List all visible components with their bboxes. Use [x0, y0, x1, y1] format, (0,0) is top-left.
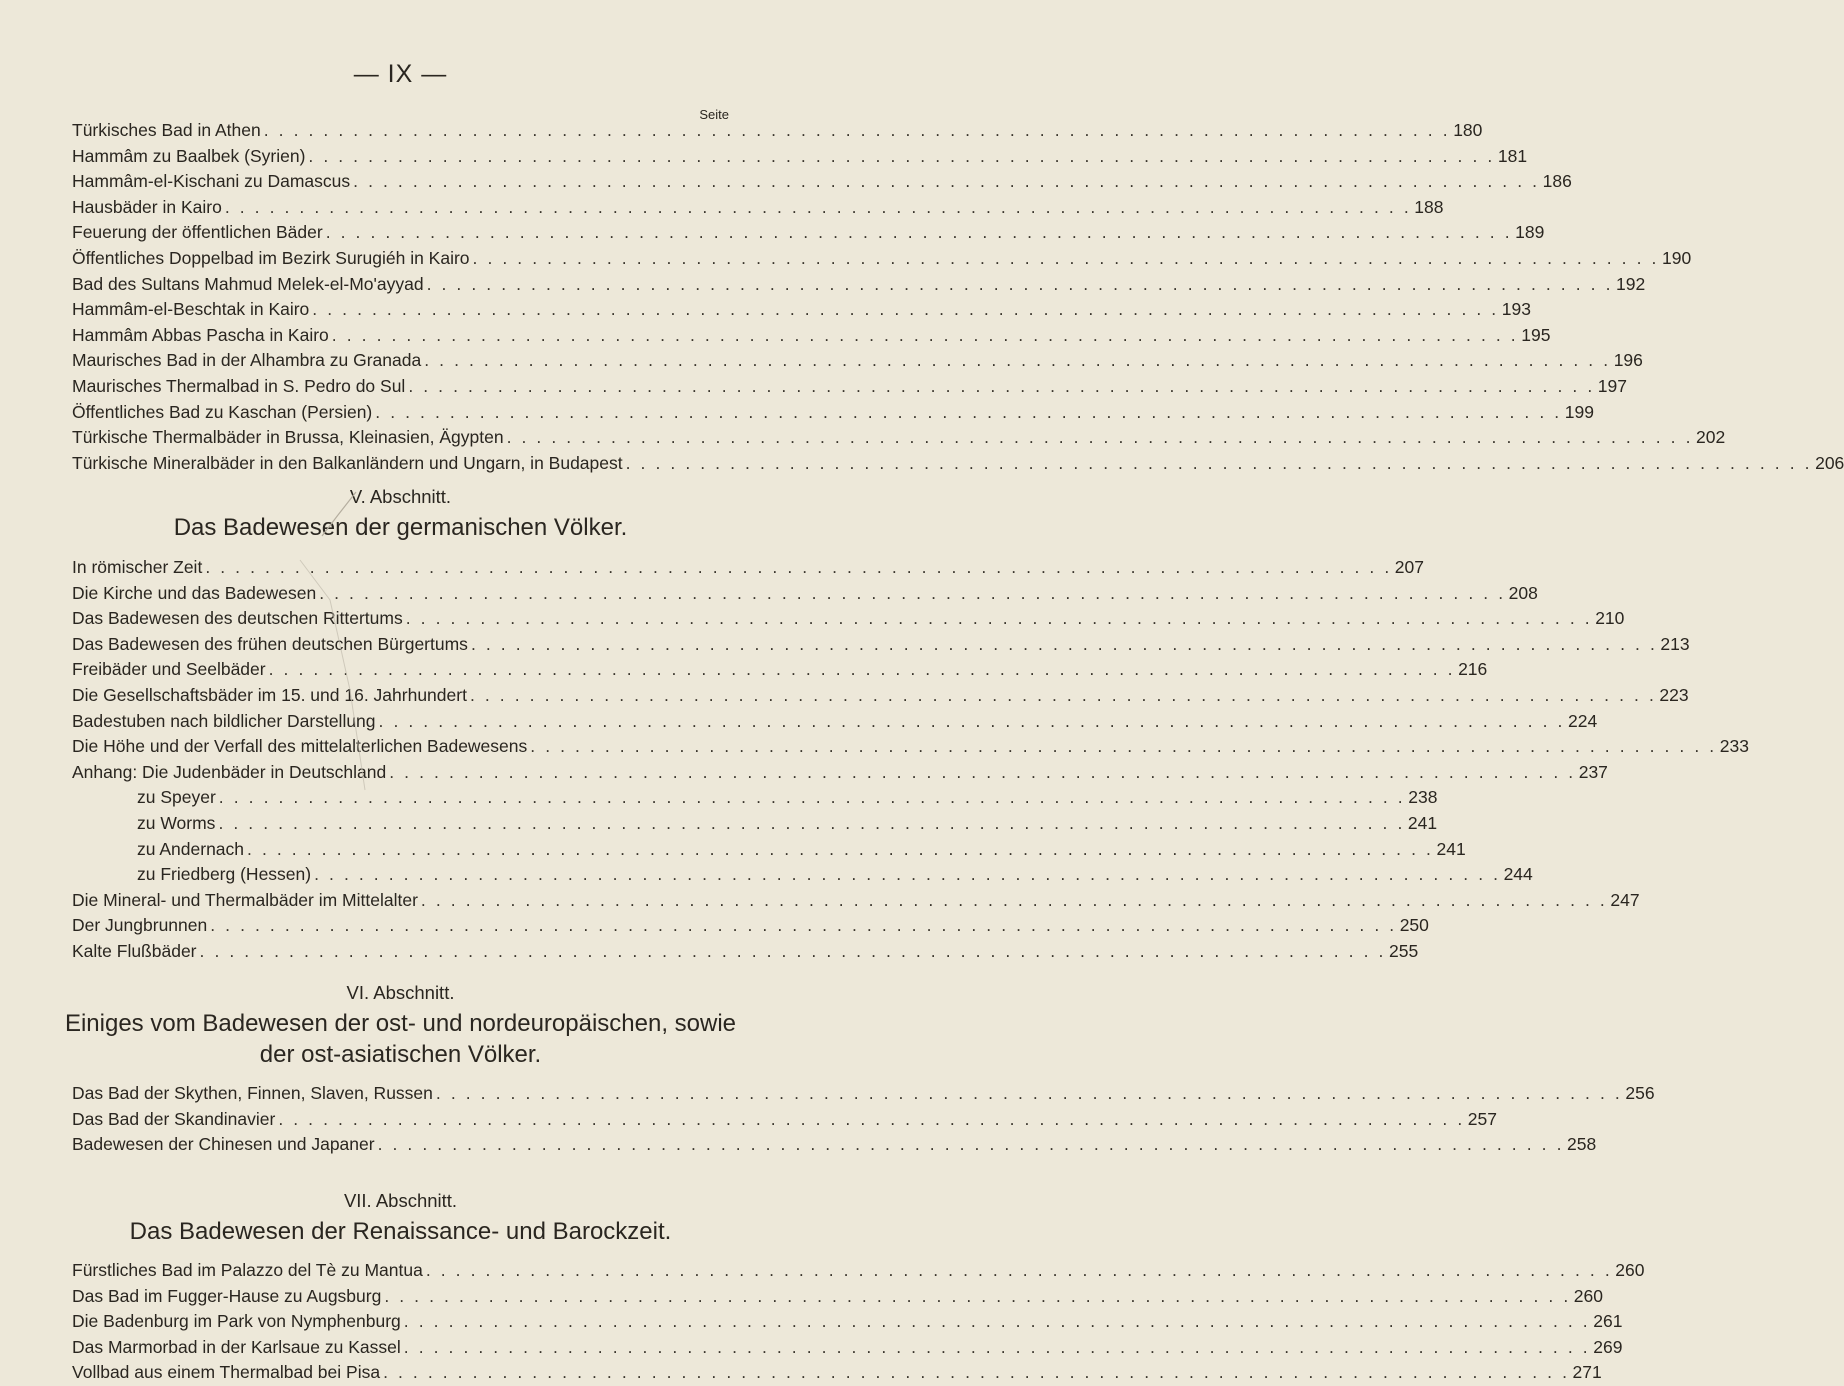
section-title-vi: Einiges vom Badewesen der ost- und nordeuropäischen, sowie der ost-asiatischen Völker. [64, 1010, 737, 1068]
toc-entry-title: zu Friedberg (Hessen) [137, 864, 312, 885]
toc-entry-list [72, 118, 1844, 476]
toc-entry [72, 785, 1438, 811]
toc-entry [72, 709, 1598, 735]
dot-leader: . . . . . . . . . . . . . . . . . . . . . . . . . . . . . . . . . . . . . . . . . . . . . . . . . . . . . . . . . . . . . . . . . . . . . . . . . . . . . . . . [199, 940, 1386, 961]
toc-entry-page: 269 [1593, 1336, 1623, 1357]
dot-leader: . . . . . . . . . . . . . . . . . . . . . . . . . . . . . . . . . . . . . . . . . . . . . . . . . . . . . . . . . . . . . . . . . . . . . . . . . . . . . . . . [530, 736, 1717, 757]
toc-entry-page: 256 [1625, 1083, 1655, 1103]
toc-entry-title: In römischer Zeit [72, 557, 203, 577]
dot-leader: . . . . . . . . . . . . . . . . . . . . . . . . . . . . . . . . . . . . . . . . . . . . . . . . . . . . . . . . . . . . . . . . . . . . . . . . . . . . . . . . [312, 299, 1499, 320]
toc-entry [72, 1335, 1623, 1361]
toc-entry-title: Türkisches Bad in Athen [72, 120, 261, 140]
dot-leader: . . . . . . . . . . . . . . . . . . . . . . . . . . . . . . . . . . . . . . . . . . . . . . . . . . . . . . . . . . . . . . . . . . . . . . . . . . . . . . . . [435, 1083, 1623, 1103]
toc-entry-title: Die Mineral- und Thermalbäder im Mittelalter [72, 889, 418, 910]
toc-entry [72, 1360, 1602, 1386]
toc-entry-list [72, 1081, 1655, 1158]
toc-entry [72, 246, 1692, 272]
toc-entry-list [72, 1258, 1645, 1386]
dot-leader: . . . . . . . . . . . . . . . . . . . . . . . . . . . . . . . . . . . . . . . . . . . . . . . . . . . . . . . . . . . . . . . . . . . . . . . . . . . . . . . . [383, 1362, 1570, 1383]
dot-leader: . . . . . . . . . . . . . . . . . . . . . . . . . . . . . . . . . . . . . . . . . . . . . . . . . . . . . . . . . . . . . . . . . . . . . . . . . . . . . . . . [625, 452, 1813, 473]
toc-entry-page: 260 [1573, 1285, 1603, 1306]
toc-entry-page: 224 [1568, 710, 1598, 731]
toc-entry [72, 195, 1444, 221]
dot-leader: . . . . . . . . . . . . . . . . . . . . . . . . . . . . . . . . . . . . . . . . . . . . . . . . . . . . . . . . . . . . . . . . . . . . . . . . . . . . . . . . [263, 120, 1451, 140]
toc-entry-title: Die Badenburg im Park von Nymphenburg [72, 1311, 401, 1332]
dot-leader: . . . . . . . . . . . . . . . . . . . . . . . . . . . . . . . . . . . . . . . . . . . . . . . . . . . . . . . . . . . . . . . . . . . . . . . . . . . . . . . . [247, 838, 1434, 859]
toc-entry-page: 193 [1501, 299, 1531, 320]
toc-entry [72, 400, 1594, 426]
dot-leader: . . . . . . . . . . . . . . . . . . . . . . . . . . . . . . . . . . . . . . . . . . . . . . . . . . . . . . . . . . . . . . . . . . . . . . . . . . . . . . . . [268, 659, 1456, 680]
section-label-vi: VI. Abschnitt. [346, 982, 455, 1003]
toc-entry-title: Anhang: Die Judenbäder in Deutschland [72, 761, 387, 782]
dot-leader: . . . . . . . . . . . . . . . . . . . . . . . . . . . . . . . . . . . . . . . . . . . . . . . . . . . . . . . . . . . . . . . . . . . . . . . . . . . . . . . . [403, 1336, 1591, 1357]
toc-entry-title: Öffentliches Bad zu Kaschan (Persien) [72, 401, 373, 422]
toc-entry-title: Das Badewesen des deutschen Rittertums [72, 608, 403, 629]
toc-entry [72, 760, 1608, 786]
toc-entry [72, 348, 1643, 374]
toc-entry [72, 837, 1466, 863]
toc-group-vii [72, 1258, 1645, 1386]
dot-leader: . . . . . . . . . . . . . . . . . . . . . . . . . . . . . . . . . . . . . . . . . . . . . . . . . . . . . . . . . . . . . . . . . . . . . . . . . . . . . . . . [424, 350, 1611, 371]
toc-entry [72, 118, 1483, 144]
toc-entry-title: Die Gesellschaftsbäder im 15. und 16. Jahrhundert [72, 684, 467, 705]
toc-entry-title: Feuerung der öffentlichen Bäder [72, 222, 323, 243]
toc-entry-title: Türkische Mineralbäder in den Balkanländern und Ungarn, in Budapest [72, 452, 623, 473]
toc-entry-title: Badestuben nach bildlicher Darstellung [72, 710, 376, 731]
toc-entry-title: Badewesen der Chinesen und Japaner [72, 1134, 375, 1155]
dot-leader: . . . . . . . . . . . . . . . . . . . . . . . . . . . . . . . . . . . . . . . . . . . . . . . . . . . . . . . . . . . . . . . . . . . . . . . . . . . . . . . . [375, 401, 1562, 422]
toc-entry-page: 244 [1503, 864, 1533, 885]
toc-entry-title: Türkische Thermalbäder in Brussa, Kleinasien, Ägypten [72, 427, 504, 448]
toc-entry-title: Fürstliches Bad im Palazzo del Tè zu Mantua [72, 1260, 423, 1280]
toc-entry-title: Freibäder und Seelbäder [72, 659, 266, 680]
page-column-label: Seite [699, 107, 729, 122]
toc-entry-title: Das Bad im Fugger-Hause zu Augsburg [72, 1285, 382, 1306]
toc-entry-title: Hammâm-el-Beschtak in Kairo [72, 299, 310, 320]
toc-entry [72, 683, 1689, 709]
dot-leader: . . . . . . . . . . . . . . . . . . . . . . . . . . . . . . . . . . . . . . . . . . . . . . . . . . . . . . . . . . . . . . . . . . . . . . . . . . . . . . . . [426, 273, 1614, 294]
dot-leader: . . . . . . . . . . . . . . . . . . . . . . . . . . . . . . . . . . . . . . . . . . . . . . . . . . . . . . . . . . . . . . . . . . . . . . . . . . . . . . . . [224, 196, 1412, 217]
toc-entry-title: Das Badewesen des frühen deutschen Bürgertums [72, 633, 468, 654]
toc-entry-page: 257 [1467, 1108, 1497, 1129]
toc-entry-title: Hausbäder in Kairo [72, 196, 222, 217]
toc-entry-page: 241 [1436, 838, 1466, 859]
toc-entry [72, 1309, 1623, 1335]
toc-entry [72, 734, 1749, 760]
dot-leader: . . . . . . . . . . . . . . . . . . . . . . . . . . . . . . . . . . . . . . . . . . . . . . . . . . . . . . . . . . . . . . . . . . . . . . . . . . . . . . . . [403, 1311, 1591, 1332]
toc-entry-page: 186 [1542, 171, 1572, 192]
toc-entry-title: zu Worms [137, 812, 216, 833]
toc-entry [72, 1132, 1597, 1158]
toc-entry-page: 216 [1458, 659, 1488, 680]
toc-entry-title: Maurisches Bad in der Alhambra zu Granada [72, 350, 422, 371]
toc-entry-page: 260 [1615, 1260, 1645, 1280]
toc-entry-page: 197 [1597, 375, 1627, 396]
dot-leader: . . . . . . . . . . . . . . . . . . . . . . . . . . . . . . . . . . . . . . . . . . . . . . . . . . . . . . . . . . . . . . . . . . . . . . . . . . . . . . . . [319, 582, 1506, 603]
toc-entry [72, 1258, 1645, 1284]
toc-entry [72, 581, 1538, 607]
dot-leader: . . . . . . . . . . . . . . . . . . . . . . . . . . . . . . . . . . . . . . . . . . . . . . . . . . . . . . . . . . . . . . . . . . . . . . . . . . . . . . . . [205, 557, 1392, 577]
toc-entry [72, 144, 1528, 170]
dot-leader: . . . . . . . . . . . . . . . . . . . . . . . . . . . . . . . . . . . . . . . . . . . . . . . . . . . . . . . . . . . . . . . . . . . . . . . . . . . . . . . . [210, 915, 1397, 936]
toc-entry-title: Das Marmorbad in der Karlsaue zu Kassel [72, 1336, 401, 1357]
toc-entry [72, 1284, 1603, 1310]
toc-entry-title: Öffentliches Doppelbad im Bezirk Surugiéh in Kairo [72, 247, 470, 268]
toc-entry-title: Hammâm zu Baalbek (Syrien) [72, 145, 306, 166]
dot-leader: . . . . . . . . . . . . . . . . . . . . . . . . . . . . . . . . . . . . . . . . . . . . . . . . . . . . . . . . . . . . . . . . . . . . . . . . . . . . . . . . [325, 222, 1513, 243]
toc-entry-title: zu Speyer [137, 787, 216, 808]
toc-group-v [72, 555, 1749, 965]
toc-entry [72, 555, 1424, 581]
section-title-vii: Das Badewesen der Renaissance- und Barockzeit. [129, 1218, 672, 1245]
dot-leader: . . . . . . . . . . . . . . . . . . . . . . . . . . . . . . . . . . . . . . . . . . . . . . . . . . . . . . . . . . . . . . . . . . . . . . . . . . . . . . . . [331, 324, 1519, 345]
toc-entry-page: 261 [1593, 1311, 1623, 1332]
toc-entry-page: 208 [1508, 582, 1538, 603]
toc-entry-title: Das Bad der Skythen, Finnen, Slaven, Russen [72, 1083, 433, 1103]
dot-leader: . . . . . . . . . . . . . . . . . . . . . . . . . . . . . . . . . . . . . . . . . . . . . . . . . . . . . . . . . . . . . . . . . . . . . . . . . . . . . . . . [218, 812, 1405, 833]
toc-entry-page: 233 [1719, 736, 1749, 757]
toc-entry-page: 189 [1515, 222, 1545, 243]
toc-entry-page: 195 [1521, 324, 1551, 345]
toc-entry [72, 1107, 1497, 1133]
toc-entry-title: Vollbad aus einem Thermalbad bei Pisa [72, 1362, 381, 1383]
dot-leader: . . . . . . . . . . . . . . . . . . . . . . . . . . . . . . . . . . . . . . . . . . . . . . . . . . . . . . . . . . . . . . . . . . . . . . . . . . . . . . . . [353, 171, 1540, 192]
toc-entry-page: 202 [1696, 427, 1726, 448]
toc-entry-page: 247 [1610, 889, 1640, 910]
dot-leader: . . . . . . . . . . . . . . . . . . . . . . . . . . . . . . . . . . . . . . . . . . . . . . . . . . . . . . . . . . . . . . . . . . . . . . . . . . . . . . . . [314, 864, 1501, 885]
toc-entry-page: 196 [1613, 350, 1643, 371]
dot-leader: . . . . . . . . . . . . . . . . . . . . . . . . . . . . . . . . . . . . . . . . . . . . . . . . . . . . . . . . . . . . . . . . . . . . . . . . . . . . . . . . [405, 608, 1593, 629]
dot-leader: . . . . . . . . . . . . . . . . . . . . . . . . . . . . . . . . . . . . . . . . . . . . . . . . . . . . . . . . . . . . . . . . . . . . . . . . . . . . . . . . [218, 787, 1406, 808]
toc-entry-page: 213 [1660, 633, 1690, 654]
section-label-vii: VII. Abschnitt. [343, 1190, 458, 1211]
toc-entry [72, 888, 1640, 914]
toc-entry [72, 451, 1844, 477]
toc-entry [72, 606, 1625, 632]
toc-entry-title: Der Jungbrunnen [72, 915, 208, 936]
section-title-v: Das Badewesen der germanischen Völker. [173, 514, 628, 541]
dot-leader: . . . . . . . . . . . . . . . . . . . . . . . . . . . . . . . . . . . . . . . . . . . . . . . . . . . . . . . . . . . . . . . . . . . . . . . . . . . . . . . . [377, 1134, 1565, 1155]
toc-entry-page: 255 [1388, 940, 1419, 961]
dot-leader: . . . . . . . . . . . . . . . . . . . . . . . . . . . . . . . . . . . . . . . . . . . . . . . . . . . . . . . . . . . . . . . . . . . . . . . . . . . . . . . . [472, 247, 1659, 268]
toc-entry [72, 939, 1419, 965]
toc-entry [72, 913, 1429, 939]
toc-entry [72, 220, 1545, 246]
toc-entry-page: 210 [1595, 608, 1625, 629]
dot-leader: . . . . . . . . . . . . . . . . . . . . . . . . . . . . . . . . . . . . . . . . . . . . . . . . . . . . . . . . . . . . . . . . . . . . . . . . . . . . . . . . [308, 145, 1495, 166]
toc-group-1 [72, 118, 1844, 476]
dot-leader: . . . . . . . . . . . . . . . . . . . . . . . . . . . . . . . . . . . . . . . . . . . . . . . . . . . . . . . . . . . . . . . . . . . . . . . . . . . . . . . . [384, 1285, 1571, 1306]
page-number: — IX — [353, 60, 448, 88]
toc-entry [72, 425, 1726, 451]
dot-leader: . . . . . . . . . . . . . . . . . . . . . . . . . . . . . . . . . . . . . . . . . . . . . . . . . . . . . . . . . . . . . . . . . . . . . . . . . . . . . . . . [389, 761, 1576, 782]
toc-entry-page: 192 [1616, 273, 1646, 294]
toc-entry-list [72, 555, 1749, 965]
dot-leader: . . . . . . . . . . . . . . . . . . . . . . . . . . . . . . . . . . . . . . . . . . . . . . . . . . . . . . . . . . . . . . . . . . . . . . . . . . . . . . . . [470, 633, 1658, 654]
dot-leader: . . . . . . . . . . . . . . . . . . . . . . . . . . . . . . . . . . . . . . . . . . . . . . . . . . . . . . . . . . . . . . . . . . . . . . . . . . . . . . . . [425, 1260, 1613, 1280]
toc-entry [72, 374, 1627, 400]
toc-group-vi [72, 1081, 1655, 1158]
dot-leader: . . . . . . . . . . . . . . . . . . . . . . . . . . . . . . . . . . . . . . . . . . . . . . . . . . . . . . . . . . . . . . . . . . . . . . . . . . . . . . . . [506, 427, 1694, 448]
toc-entry-title: zu Andernach [137, 838, 245, 859]
toc-entry-page: 188 [1414, 196, 1444, 217]
toc-entry [72, 323, 1551, 349]
section-label-v: V. Abschnitt. [349, 486, 452, 507]
toc-entry [72, 632, 1690, 658]
toc-entry-page: 237 [1578, 761, 1608, 782]
toc-entry-title: Bad des Sultans Mahmud Melek-el-Mo'ayyad [72, 273, 424, 294]
toc-entry-page: 190 [1662, 247, 1692, 268]
toc-entry-page: 223 [1659, 684, 1689, 705]
toc-entry-page: 238 [1408, 787, 1438, 808]
toc-entry [72, 297, 1531, 323]
toc-entry-title: Die Höhe und der Verfall des mittelalterlichen Badewesens [72, 736, 528, 757]
toc-entry [72, 862, 1533, 888]
toc-entry-page: 180 [1453, 120, 1483, 140]
toc-entry-title: Kalte Flußbäder [72, 940, 197, 961]
toc-entry-page: 250 [1399, 915, 1429, 936]
toc-entry-page: 271 [1572, 1362, 1602, 1383]
toc-entry-title: Die Kirche und das Badewesen [72, 582, 317, 603]
toc-entry-page: 199 [1564, 401, 1594, 422]
toc-entry-title: Hammâm-el-Kischani zu Damascus [72, 171, 351, 192]
toc-entry [72, 169, 1572, 195]
toc-entry [72, 272, 1646, 298]
toc-entry [72, 1081, 1655, 1107]
toc-entry-page: 241 [1407, 812, 1438, 833]
dot-leader: . . . . . . . . . . . . . . . . . . . . . . . . . . . . . . . . . . . . . . . . . . . . . . . . . . . . . . . . . . . . . . . . . . . . . . . . . . . . . . . . [278, 1108, 1465, 1129]
toc-entry-page: 181 [1497, 145, 1528, 166]
dot-leader: . . . . . . . . . . . . . . . . . . . . . . . . . . . . . . . . . . . . . . . . . . . . . . . . . . . . . . . . . . . . . . . . . . . . . . . . . . . . . . . . [378, 710, 1565, 731]
toc-entry-page: 207 [1394, 557, 1424, 577]
toc-entry-page: 258 [1567, 1134, 1597, 1155]
toc-entry-title: Das Bad der Skandinavier [72, 1108, 276, 1129]
dot-leader: . . . . . . . . . . . . . . . . . . . . . . . . . . . . . . . . . . . . . . . . . . . . . . . . . . . . . . . . . . . . . . . . . . . . . . . . . . . . . . . . [469, 684, 1657, 705]
toc-entry [72, 657, 1488, 683]
toc-entry-page: 206 [1815, 452, 1844, 473]
toc-entry-title: Hammâm Abbas Pascha in Kairo [72, 324, 329, 345]
toc-entry [72, 811, 1438, 837]
dot-leader: . . . . . . . . . . . . . . . . . . . . . . . . . . . . . . . . . . . . . . . . . . . . . . . . . . . . . . . . . . . . . . . . . . . . . . . . . . . . . . . . [408, 375, 1595, 396]
dot-leader: . . . . . . . . . . . . . . . . . . . . . . . . . . . . . . . . . . . . . . . . . . . . . . . . . . . . . . . . . . . . . . . . . . . . . . . . . . . . . . . . [420, 889, 1608, 910]
toc-entry-title: Maurisches Thermalbad in S. Pedro do Sul [72, 375, 406, 396]
